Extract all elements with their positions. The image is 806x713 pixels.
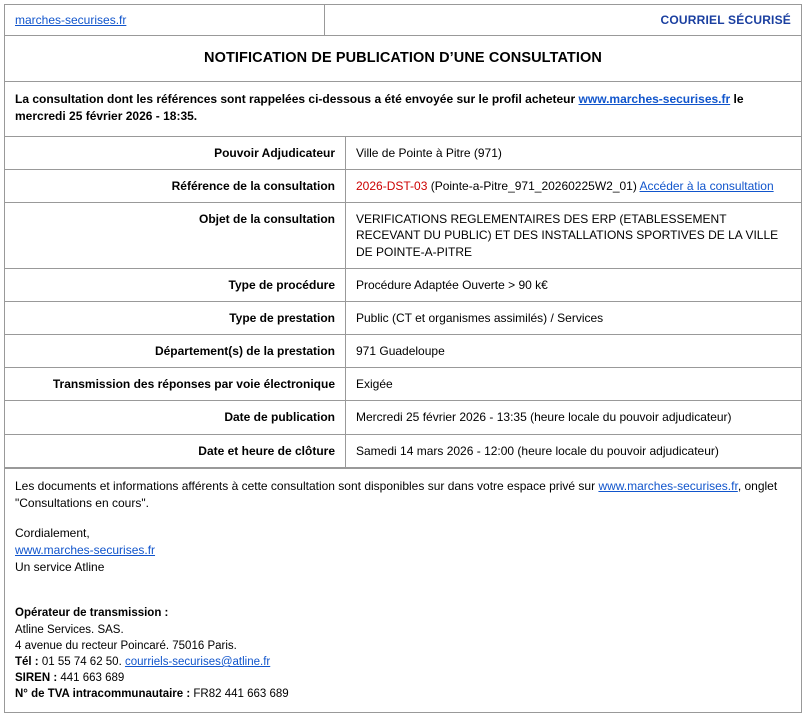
row-label-objet: Objet de la consultation	[5, 203, 346, 269]
table-row	[5, 137, 801, 170]
operator-title: Opérateur de transmission :	[15, 606, 169, 619]
operator-address: 4 avenue du recteur Poincaré. 75016 Paris.	[15, 639, 237, 652]
row-value-date-publication: Mercredi 25 février 2026 - 13:35 (heure locale du pouvoir adjudicateur)	[346, 401, 802, 434]
page-title: NOTIFICATION DE PUBLICATION D’UNE CONSULTATION	[204, 50, 602, 66]
row-label-departement: Département(s) de la prestation	[5, 335, 346, 368]
row-label-type-procedure: Type de procédure	[5, 268, 346, 301]
table-row	[5, 401, 801, 434]
documents-text-part1: Les documents et informations afférents à cette consultation sont disponibles sur dans votre espace privé sur	[15, 478, 599, 493]
footer-block	[5, 468, 801, 605]
row-value-type-procedure: Procédure Adaptée Ouverte > 90 k€	[346, 268, 802, 301]
documents-text-part2: , onglet "Consultations en cours".	[15, 478, 778, 511]
document-header	[5, 5, 801, 36]
intro-text-part1: La consultation dont les références sont rappelées ci-dessous a été envoyée sur le profil acheteur	[15, 92, 579, 106]
footer-spacer	[15, 577, 791, 595]
table-row	[5, 301, 801, 334]
operator-siren-value: 441 663 689	[60, 672, 125, 685]
operator-siren-label: SIREN :	[15, 672, 61, 685]
operator-tel-value: 01 55 74 62 50.	[41, 656, 125, 669]
row-label-date-cloture: Date et heure de clôture	[5, 434, 346, 467]
row-label-type-prestation: Type de prestation	[5, 301, 346, 334]
row-value-pouvoir-adjudicateur: Ville de Pointe à Pitre (971)	[346, 137, 802, 170]
row-value-objet: VERIFICATIONS REGLEMENTAIRES DES ERP (ETABLESSEMENT RECEVANT DU PUBLIC) ET DES INSTALLATIONS SPORTIVES DE LA VILLE DE POINTE-A-PITRE	[346, 203, 802, 269]
consultation-details-table	[5, 137, 801, 468]
signature-paragraph	[15, 525, 791, 577]
row-label-pouvoir-adjudicateur: Pouvoir Adjudicateur	[5, 137, 346, 170]
row-value-transmission: Exigée	[346, 368, 802, 401]
intro-text-part2: le mercredi 25 février 2026 - 18:35.	[15, 92, 744, 124]
table-row	[5, 434, 801, 467]
row-value-departement: 971 Guadeloupe	[346, 335, 802, 368]
operator-email-link[interactable]: courriels-securises@atline.fr	[124, 656, 271, 669]
intro-profile-link[interactable]: www.marches-securises.fr	[578, 92, 731, 106]
operator-block	[5, 605, 801, 713]
operator-tva-line	[15, 686, 791, 702]
notification-document	[4, 4, 802, 713]
signature-link[interactable]: www.marches-securises.fr	[15, 543, 156, 558]
header-right-cell	[325, 5, 801, 35]
operator-siren-line	[15, 670, 791, 686]
row-value-type-prestation: Public (CT et organismes assimilés) / Services	[346, 301, 802, 334]
operator-tva-label: N° de TVA intracommunautaire :	[15, 688, 194, 701]
reference-code: 2026-DST-03	[356, 178, 428, 193]
header-left-cell	[5, 5, 325, 35]
documents-link[interactable]: www.marches-securises.fr	[598, 478, 738, 493]
table-row	[5, 368, 801, 401]
row-label-transmission: Transmission des réponses par voie électronique	[5, 368, 346, 401]
documents-paragraph	[15, 478, 791, 513]
row-label-date-publication: Date de publication	[5, 401, 346, 434]
operator-tel-line	[15, 654, 791, 670]
table-row	[5, 268, 801, 301]
table-row	[5, 169, 801, 202]
row-value-date-cloture: Samedi 14 mars 2026 - 12:00 (heure locale du pouvoir adjudicateur)	[346, 434, 802, 467]
access-consultation-link[interactable]: Accéder à la consultation	[639, 178, 774, 193]
salutation-text: Cordialement,	[15, 525, 90, 540]
reference-detail: (Pointe-a-Pitre_971_20260225W2_01)	[427, 178, 640, 193]
operator-tva-value: FR82 441 663 689	[193, 688, 289, 701]
operator-company: Atline Services. SAS.	[15, 623, 124, 636]
row-value-reference	[346, 169, 802, 202]
intro-row	[5, 82, 801, 137]
operator-tel-label: Tél :	[15, 656, 42, 669]
secure-mail-badge: COURRIEL SÉCURISÉ	[660, 13, 791, 27]
table-row	[5, 203, 801, 269]
title-row	[5, 36, 801, 82]
signature-service-text: Un service Atline	[15, 560, 105, 575]
row-label-reference: Référence de la consultation	[5, 169, 346, 202]
site-link[interactable]: marches-securises.fr	[15, 13, 127, 27]
table-row	[5, 335, 801, 368]
